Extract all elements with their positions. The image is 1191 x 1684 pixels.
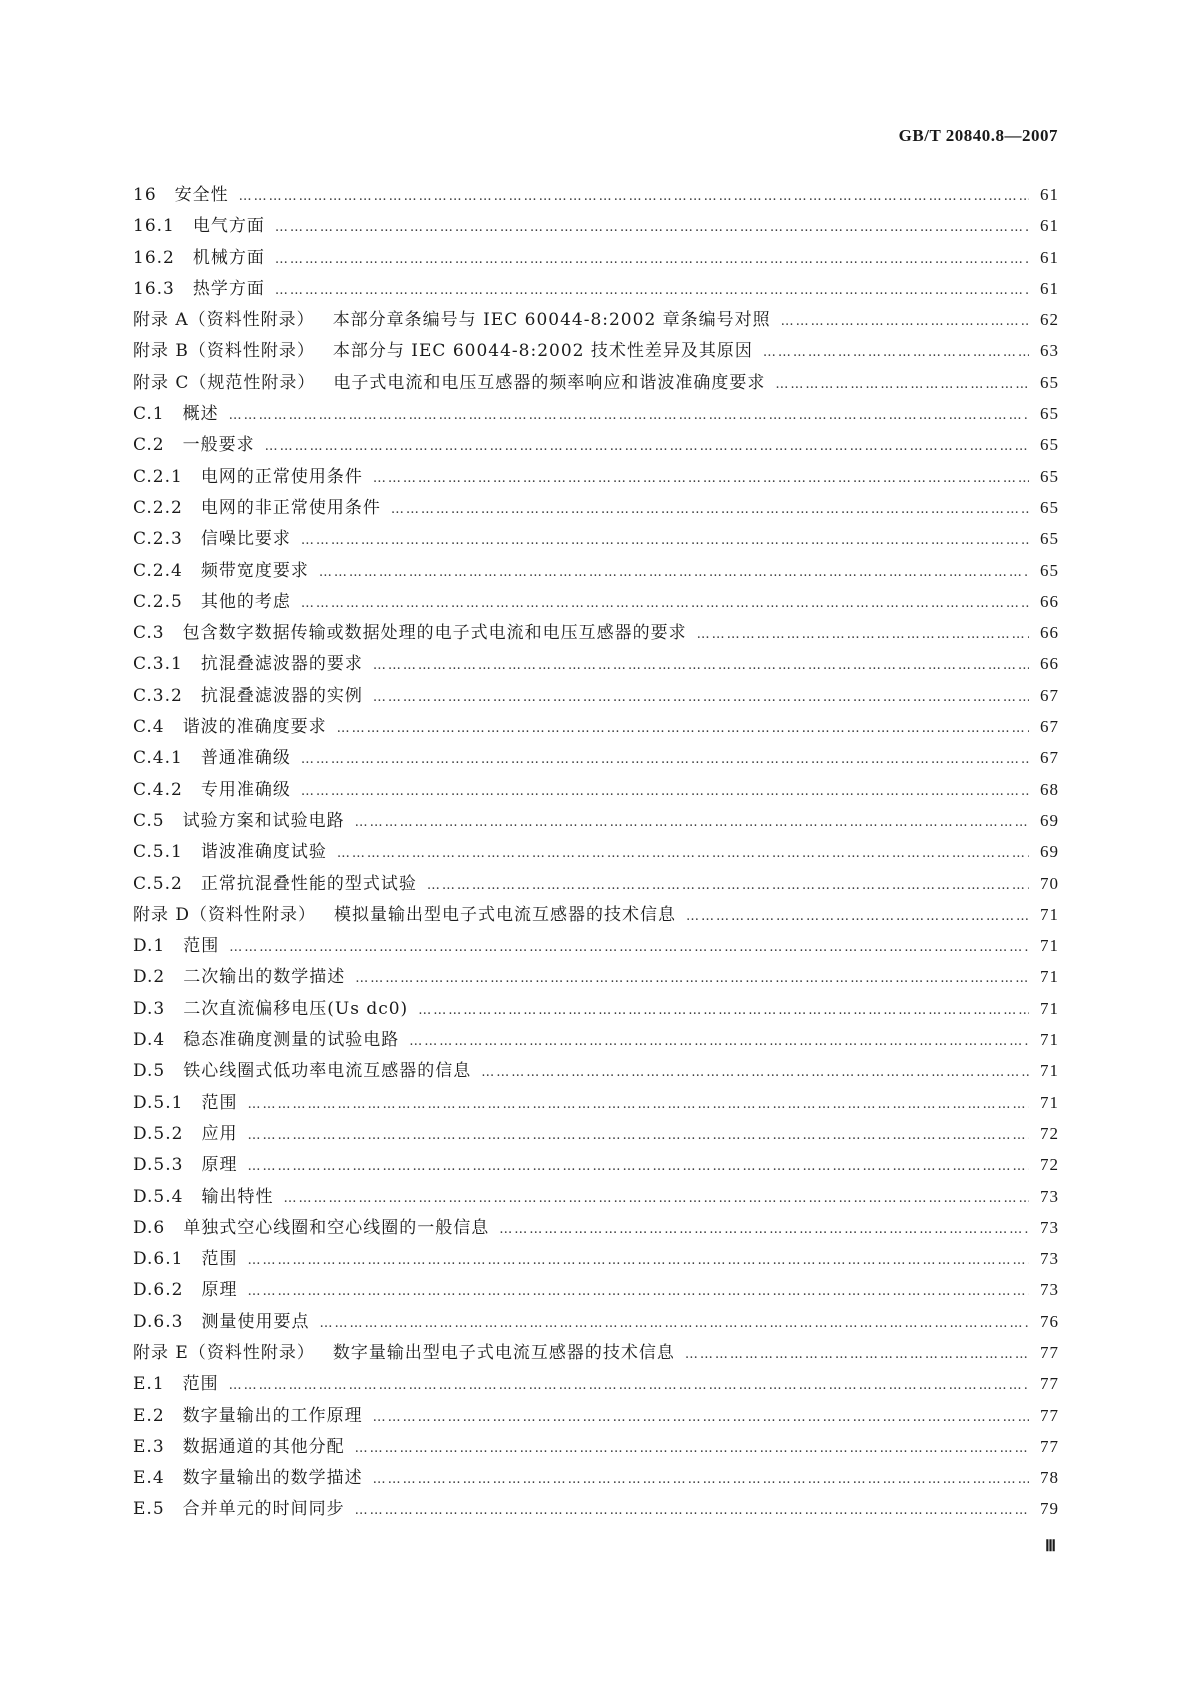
toc-entry-page: 77 <box>1040 1436 1059 1456</box>
toc-entry-number: C.4.2 <box>133 779 183 800</box>
toc-entry-title: 合并单元的时间同步 <box>182 1499 345 1520</box>
toc-entry-title: 抗混叠滤波器的实例 <box>200 685 363 706</box>
toc-leader-dots <box>275 252 1029 267</box>
toc-leader-dots <box>697 627 1029 642</box>
toc-entry-title: 谐波的准确度要求 <box>182 717 327 738</box>
toc-leader-dots <box>301 784 1029 799</box>
toc-entry-title: 模拟量输出型电子式电流互感器的技术信息 <box>334 904 677 925</box>
toc-leader-dots <box>763 345 1029 360</box>
toc-entry-page: 61 <box>1040 278 1059 298</box>
toc-leader-dots <box>247 1128 1029 1143</box>
toc-leader-dots <box>301 533 1029 548</box>
toc-leader-dots <box>247 1097 1029 1112</box>
toc-entry[interactable] <box>133 368 1059 399</box>
toc-leader-dots <box>481 1065 1029 1080</box>
toc-entry-number: C.4 <box>133 717 165 738</box>
toc-entry-number: C.1 <box>133 404 165 425</box>
toc-entry-number: C.2.4 <box>133 560 183 581</box>
toc-entry[interactable] <box>133 618 1059 649</box>
toc-entry-number: D.6 <box>133 1217 166 1238</box>
toc-entry-page: 72 <box>1040 1123 1059 1143</box>
toc-entry[interactable] <box>133 1275 1059 1306</box>
toc-entry-number: C.3.2 <box>133 685 183 706</box>
toc-entry[interactable] <box>133 1025 1059 1056</box>
toc-entry-title: 试验方案和试验电路 <box>182 810 345 831</box>
toc-entry-page: 62 <box>1040 310 1059 330</box>
toc-entry-number: 16.3 <box>133 278 175 299</box>
toc-entry[interactable] <box>133 556 1059 587</box>
toc-entry-title: 本部分章条编号与 IEC 60044-8:2002 章条编号对照 <box>332 310 771 331</box>
toc-entry-number: C.2.1 <box>133 466 183 487</box>
toc-entry-number: C.2 <box>133 435 165 456</box>
toc-entry[interactable] <box>133 274 1059 305</box>
toc-entry-page: 61 <box>1040 216 1059 236</box>
toc-entry-number: D.5.2 <box>133 1123 184 1144</box>
toc-entry-title: 数字量输出的工作原理 <box>182 1405 363 1426</box>
toc-leader-dots <box>229 408 1029 423</box>
toc-entry-title: 正常抗混叠性能的型式试验 <box>200 873 417 894</box>
toc-entry-title: 一般要求 <box>182 435 255 456</box>
toc-entry-page: 65 <box>1040 529 1059 549</box>
toc-entry-page: 79 <box>1040 1499 1059 1519</box>
toc-entry-page: 65 <box>1040 372 1059 392</box>
toc-entry[interactable] <box>133 1088 1059 1119</box>
toc-entry-title: 普通准确级 <box>200 748 291 769</box>
toc-entry-number: E.4 <box>133 1468 165 1489</box>
toc-entry-title: 专用准确级 <box>200 779 291 800</box>
toc-leader-dots <box>337 846 1029 861</box>
toc-entry-page: 70 <box>1040 873 1059 893</box>
toc-entry-title: 包含数字数据传输或数据处理的电子式电流和电压互感器的要求 <box>182 623 687 644</box>
toc-entry[interactable] <box>133 1056 1059 1087</box>
toc-entry-page: 71 <box>1040 936 1059 956</box>
toc-entry-page: 67 <box>1040 748 1059 768</box>
toc-entry-number: E.1 <box>133 1374 165 1395</box>
toc-entry-page: 69 <box>1040 810 1059 830</box>
toc-leader-dots <box>409 1034 1029 1049</box>
toc-entry-number: D.5 <box>133 1061 166 1082</box>
toc-entry-title: 数字量输出型电子式电流互感器的技术信息 <box>332 1342 675 1363</box>
toc-entry-number: 16.2 <box>133 247 175 268</box>
toc-leader-dots <box>373 1472 1029 1487</box>
toc-entry-page: 77 <box>1040 1405 1059 1425</box>
toc-entry-number: C.2.5 <box>133 591 183 612</box>
toc-entry-title: 范围 <box>201 1092 238 1113</box>
toc-entry-title: 抗混叠滤波器的要求 <box>200 654 363 675</box>
toc-entry-number: D.2 <box>133 967 166 988</box>
toc-entry-page: 65 <box>1040 466 1059 486</box>
toc-leader-dots <box>355 815 1029 830</box>
toc-entry-number: D.3 <box>133 998 166 1019</box>
toc-leader-dots <box>775 377 1029 392</box>
toc-entry[interactable] <box>133 180 1059 211</box>
toc-entry[interactable] <box>133 1432 1059 1463</box>
toc-entry-number: D.4 <box>133 1030 166 1051</box>
toc-entry[interactable] <box>133 1338 1059 1369</box>
toc-entry-title: 安全性 <box>174 185 229 205</box>
toc-entry-page: 66 <box>1040 654 1059 674</box>
toc-leader-dots <box>373 471 1029 486</box>
toc-leader-dots <box>391 502 1029 517</box>
toc-entry-title: 铁心线圈式低功率电流互感器的信息 <box>183 1061 472 1082</box>
toc-entry[interactable] <box>133 1244 1059 1275</box>
toc-entry-page: 69 <box>1040 842 1059 862</box>
toc-entry[interactable] <box>133 493 1059 524</box>
toc-entry[interactable] <box>133 336 1059 367</box>
toc-entry-number: D.5.1 <box>133 1092 184 1113</box>
toc-entry-page: 65 <box>1040 435 1059 455</box>
toc-entry-page: 68 <box>1040 779 1059 799</box>
toc-leader-dots <box>229 1378 1029 1393</box>
toc-entry-number: 附录 A（资料性附录） <box>133 310 315 331</box>
toc-entry-title: 热学方面 <box>192 278 265 299</box>
toc-entry-number: C.2.2 <box>133 497 183 518</box>
table-of-contents <box>133 180 1059 1526</box>
toc-entry-number: C.2.3 <box>133 529 183 550</box>
toc-entry[interactable] <box>133 211 1059 242</box>
toc-entry[interactable] <box>133 1213 1059 1244</box>
toc-entry-number: E.3 <box>133 1436 165 1457</box>
toc-leader-dots <box>427 878 1029 893</box>
toc-entry-title: 输出特性 <box>201 1186 274 1207</box>
toc-entry-number: C.3.1 <box>133 654 183 675</box>
toc-entry-number: D.6.1 <box>133 1249 184 1270</box>
toc-entry-title: 二次直流偏移电压(Us dc0) <box>183 998 409 1019</box>
toc-entry[interactable] <box>133 743 1059 774</box>
toc-entry-title: 测量使用要点 <box>201 1311 310 1332</box>
toc-leader-dots <box>499 1222 1029 1237</box>
toc-entry-page: 77 <box>1040 1374 1059 1394</box>
toc-entry-page: 71 <box>1040 1061 1059 1081</box>
toc-entry-number: D.5.4 <box>133 1186 184 1207</box>
toc-entry-title: 电网的非正常使用条件 <box>200 497 381 518</box>
toc-entry[interactable] <box>133 587 1059 618</box>
toc-entry-number: E.2 <box>133 1405 165 1426</box>
toc-entry-page: 73 <box>1040 1280 1059 1300</box>
toc-entry-number: C.5.1 <box>133 842 183 863</box>
toc-entry-number: 附录 E（资料性附录） <box>133 1342 315 1363</box>
toc-entry-page: 71 <box>1040 1030 1059 1050</box>
toc-entry[interactable] <box>133 305 1059 336</box>
toc-entry[interactable] <box>133 430 1059 461</box>
toc-entry[interactable] <box>133 931 1059 962</box>
toc-leader-dots <box>418 1003 1029 1018</box>
toc-entry-title: 电网的正常使用条件 <box>200 466 363 487</box>
toc-entry-page: 71 <box>1040 1092 1059 1112</box>
toc-entry[interactable] <box>133 900 1059 931</box>
toc-leader-dots <box>373 1410 1029 1425</box>
toc-entry-page: 61 <box>1040 185 1059 204</box>
toc-entry[interactable] <box>133 712 1059 743</box>
toc-entry-number: C.3 <box>133 623 165 644</box>
toc-entry-title: 信噪比要求 <box>200 529 291 550</box>
toc-entry-number: E.5 <box>133 1499 165 1520</box>
toc-leader-dots <box>247 1159 1029 1174</box>
toc-entry-number: 附录 D（资料性附录） <box>133 904 317 925</box>
toc-entry-title: 单独式空心线圈和空心线圈的一般信息 <box>183 1217 490 1238</box>
toc-entry-title: 本部分与 IEC 60044-8:2002 技术性差异及其原因 <box>332 341 753 362</box>
toc-leader-dots <box>301 596 1029 611</box>
toc-entry[interactable] <box>133 869 1059 900</box>
toc-entry[interactable] <box>133 462 1059 493</box>
toc-entry-number: C.5 <box>133 810 165 831</box>
toc-entry-page: 67 <box>1040 717 1059 737</box>
toc-leader-dots <box>337 721 1029 736</box>
toc-entry-page: 71 <box>1040 904 1059 924</box>
toc-entry[interactable] <box>133 1401 1059 1432</box>
toc-entry[interactable] <box>133 1463 1059 1494</box>
toc-entry-title: 电气方面 <box>192 216 265 237</box>
toc-entry-title: 数据通道的其他分配 <box>182 1436 345 1457</box>
toc-entry[interactable] <box>133 994 1059 1025</box>
toc-entry-number: 附录 B（资料性附录） <box>133 341 315 362</box>
toc-leader-dots <box>373 658 1029 673</box>
toc-entry-title: 机械方面 <box>192 247 265 268</box>
toc-leader-dots <box>355 971 1029 986</box>
toc-entry-number: D.1 <box>133 936 166 957</box>
toc-leader-dots <box>686 909 1029 924</box>
toc-entry-page: 71 <box>1040 967 1059 987</box>
toc-entry-page: 65 <box>1040 497 1059 517</box>
toc-entry-page: 73 <box>1040 1217 1059 1237</box>
toc-entry[interactable] <box>133 243 1059 274</box>
toc-leader-dots <box>265 439 1029 454</box>
toc-entry[interactable] <box>133 1369 1059 1400</box>
toc-entry[interactable] <box>133 524 1059 555</box>
toc-entry-number: 附录 C（规范性附录） <box>133 372 316 393</box>
toc-entry-page: 78 <box>1040 1468 1059 1488</box>
toc-entry-page: 65 <box>1040 404 1059 424</box>
toc-leader-dots <box>319 1316 1029 1331</box>
toc-entry-number: D.5.3 <box>133 1155 184 1176</box>
toc-entry-page: 73 <box>1040 1186 1059 1206</box>
toc-leader-dots <box>373 690 1029 705</box>
toc-leader-dots <box>239 189 1029 204</box>
toc-entry[interactable] <box>133 649 1059 680</box>
toc-leader-dots <box>355 1503 1029 1518</box>
toc-leader-dots <box>229 940 1029 955</box>
toc-entry-page: 66 <box>1040 623 1059 643</box>
toc-leader-dots <box>247 1253 1029 1268</box>
toc-entry-title: 范围 <box>201 1249 238 1270</box>
toc-leader-dots <box>301 752 1029 767</box>
toc-entry-title: 二次输出的数学描述 <box>183 967 346 988</box>
toc-entry-number: 16 <box>133 185 157 205</box>
toc-entry-title: 原理 <box>201 1155 238 1176</box>
toc-entry-page: 67 <box>1040 685 1059 705</box>
toc-entry[interactable] <box>133 806 1059 837</box>
toc-leader-dots <box>685 1347 1029 1362</box>
toc-leader-dots <box>275 283 1029 298</box>
toc-entry[interactable] <box>133 775 1059 806</box>
toc-entry[interactable] <box>133 962 1059 993</box>
toc-leader-dots <box>275 220 1029 235</box>
toc-entry[interactable] <box>133 399 1059 430</box>
toc-entry[interactable] <box>133 1494 1059 1525</box>
toc-entry[interactable] <box>133 681 1059 712</box>
toc-entry-page: 65 <box>1040 560 1059 580</box>
toc-entry[interactable] <box>133 1150 1059 1181</box>
toc-entry[interactable] <box>133 1307 1059 1338</box>
toc-entry[interactable] <box>133 1119 1059 1150</box>
toc-entry[interactable] <box>133 1182 1059 1213</box>
toc-entry-title: 频带宽度要求 <box>200 560 309 581</box>
toc-leader-dots <box>283 1191 1029 1206</box>
toc-entry-page: 76 <box>1040 1311 1059 1331</box>
toc-entry-number: D.6.3 <box>133 1311 184 1332</box>
toc-entry-number: 16.1 <box>133 216 175 237</box>
toc-entry-title: 谐波准确度试验 <box>200 842 327 863</box>
toc-leader-dots <box>319 565 1029 580</box>
page-number: Ⅲ <box>1044 1538 1056 1555</box>
toc-entry-page: 72 <box>1040 1155 1059 1175</box>
toc-entry-title: 范围 <box>183 936 220 957</box>
toc-entry-number: C.4.1 <box>133 748 183 769</box>
toc-entry-title: 其他的考虑 <box>200 591 291 612</box>
toc-entry-page: 61 <box>1040 247 1059 267</box>
toc-entry-title: 概述 <box>182 404 219 425</box>
toc-entry-title: 电子式电流和电压互感器的频率响应和谐波准确度要求 <box>333 372 766 393</box>
toc-entry-title: 范围 <box>182 1374 219 1395</box>
toc-entry-page: 71 <box>1040 998 1059 1018</box>
toc-entry-title: 数字量输出的数学描述 <box>182 1468 363 1489</box>
toc-leader-dots <box>781 314 1029 329</box>
toc-leader-dots <box>355 1441 1029 1456</box>
toc-entry-title: 原理 <box>201 1280 238 1301</box>
toc-entry-page: 77 <box>1040 1342 1059 1362</box>
toc-entry-page: 73 <box>1040 1249 1059 1269</box>
toc-entry-title: 应用 <box>201 1123 238 1144</box>
toc-entry-number: D.6.2 <box>133 1280 184 1301</box>
toc-entry-title: 稳态准确度测量的试验电路 <box>183 1030 400 1051</box>
toc-leader-dots <box>247 1284 1029 1299</box>
standard-number: GB/T 20840.8—2007 <box>898 126 1058 145</box>
toc-entry[interactable] <box>133 837 1059 868</box>
toc-entry-number: C.5.2 <box>133 873 183 894</box>
toc-entry-page: 63 <box>1040 341 1059 361</box>
toc-entry-page: 66 <box>1040 591 1059 611</box>
